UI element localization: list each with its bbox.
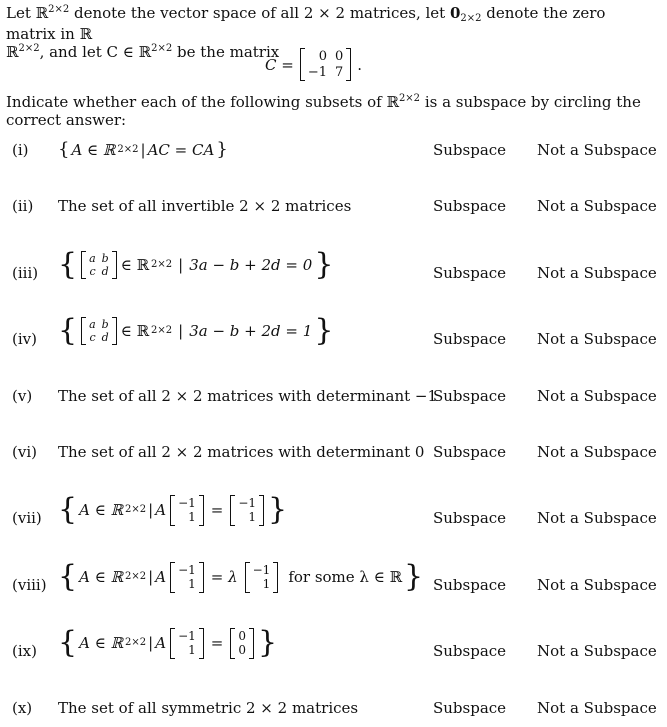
brace-right: }	[216, 139, 228, 160]
brace-right: }	[314, 247, 334, 282]
item-number: (vii)	[12, 509, 42, 527]
matrix-entry: a	[89, 251, 96, 265]
sup: 2×2	[125, 504, 147, 516]
vector-entry: −1	[238, 496, 257, 510]
vector	[170, 628, 204, 659]
intro-sup-2: 2×2	[18, 43, 40, 54]
zero-matrix-symbol: 0	[449, 4, 461, 22]
matrix-c-period: .	[357, 55, 363, 74]
instruction-sup: 2×2	[398, 93, 421, 104]
item-statement-vii	[58, 492, 288, 528]
set-prefix: A ∈ ℝ	[79, 501, 124, 520]
matrix-a: A	[155, 568, 167, 587]
brace-left: {	[58, 559, 78, 595]
option-subspace[interactable]: Subspace	[433, 197, 507, 215]
matrix-c-display	[265, 48, 362, 81]
vector-entry: 0	[238, 629, 246, 643]
matrix-c	[300, 48, 351, 81]
set-mid: ∈ ℝ	[120, 256, 150, 274]
matrix-c-label: C =	[265, 55, 294, 74]
matrix-entry: d	[101, 331, 109, 344]
commute-condition: AC = CA	[147, 140, 215, 159]
matrix-c-entry: 7	[335, 64, 344, 80]
item-number: (viii)	[12, 576, 47, 594]
sup: 2×2	[151, 325, 173, 336]
item-statement-iv	[58, 313, 334, 348]
item-number: (iv)	[12, 330, 37, 348]
option-not-subspace[interactable]: Not a Subspace	[537, 443, 657, 461]
vector-entry: −1	[178, 563, 196, 577]
vector-entry: 0	[238, 643, 246, 658]
option-not-subspace[interactable]: Not a Subspace	[537, 387, 657, 405]
sup: 2×2	[117, 143, 139, 155]
set-bar: |	[178, 256, 184, 274]
option-not-subspace[interactable]: Not a Subspace	[537, 264, 657, 282]
matrix-entry: c	[89, 265, 96, 278]
option-subspace[interactable]: Subspace	[433, 387, 507, 405]
intro-paragraph: Let ℝ$^{2\times 2}$ denote the vector space of all 2 × 2 matrices, let $0_{2\times 2}$ denote the zero matrix in ℝ ℝ$^{2\times 2}$, and let C ∈ ℝ$^{2\times 2}$ be the matrix	[6, 4, 606, 61]
vector-entry: 1	[188, 643, 196, 658]
set-prefix: A ∈ ℝ	[79, 634, 124, 653]
brace-right: }	[404, 559, 424, 595]
item-number: (v)	[12, 387, 33, 405]
matrix-c-entry: 0	[335, 49, 344, 64]
brace-right: }	[314, 313, 334, 348]
brace-left: {	[58, 492, 78, 528]
set-mid: ∈ ℝ	[120, 322, 150, 340]
equals: =	[210, 501, 224, 520]
item-statement-v: The set of all 2 × 2 matrices with determinant −1	[58, 387, 438, 405]
intro-sup-1: 2×2	[48, 4, 70, 15]
vector	[230, 495, 264, 526]
vector-entry: −1	[178, 629, 196, 643]
option-not-subspace[interactable]: Not a Subspace	[537, 576, 657, 594]
vector-entry: −1	[178, 496, 196, 510]
set-prefix: A ∈ ℝ	[79, 568, 124, 587]
item-number: (ii)	[12, 197, 34, 215]
matrix-c-entry: 0	[318, 49, 327, 64]
vector	[245, 562, 279, 593]
brace-right: }	[268, 492, 288, 528]
intro-text-1: Let ℝ	[6, 4, 49, 22]
item-statement-x: The set of all symmetric 2 × 2 matrices	[58, 699, 359, 717]
option-subspace[interactable]: Subspace	[433, 576, 507, 594]
item-statement-iii	[58, 247, 334, 282]
brace-right: }	[257, 625, 278, 661]
set-bar: |	[148, 568, 154, 587]
matrix-abcd	[81, 317, 117, 345]
sup: 2×2	[125, 637, 147, 649]
instruction-part-a: Indicate whether each of the following subsets of ℝ	[6, 93, 399, 111]
set-bar: |	[140, 140, 146, 159]
linear-condition: 3a − b + 2d = 0	[189, 256, 313, 274]
item-statement-ii: The set of all invertible 2 × 2 matrices	[58, 197, 352, 215]
option-subspace[interactable]: Subspace	[433, 642, 507, 660]
vector-entry: 1	[188, 577, 196, 592]
set-bar: |	[148, 634, 154, 653]
brace-left: {	[58, 139, 70, 160]
set-prefix: A ∈ ℝ	[71, 140, 116, 159]
option-subspace[interactable]: Subspace	[433, 443, 507, 461]
matrix-entry: b	[101, 251, 109, 265]
instruction-part-b: is a subspace by circling the correct answer:	[6, 93, 641, 129]
option-subspace[interactable]: Subspace	[433, 509, 507, 527]
item-number: (x)	[12, 699, 33, 717]
item-statement-ix	[58, 625, 278, 661]
item-number: (iii)	[12, 264, 39, 282]
brace-left: {	[58, 247, 78, 282]
item-statement-viii	[58, 559, 424, 595]
option-subspace[interactable]: Subspace	[433, 141, 507, 159]
item-statement-vi: The set of all 2 × 2 matrices with determinant 0	[58, 443, 425, 461]
vector-entry: 1	[262, 577, 271, 592]
option-subspace[interactable]: Subspace	[433, 699, 507, 717]
intro-text-4: , and let C ∈ ℝ	[39, 43, 152, 61]
option-not-subspace[interactable]: Not a Subspace	[537, 699, 657, 717]
option-not-subspace[interactable]: Not a Subspace	[537, 141, 657, 159]
intro-sup-3: 2×2	[151, 43, 173, 54]
matrix-entry: d	[101, 265, 109, 278]
zero-matrix-sub: 2×2	[460, 13, 482, 24]
intro-text-2: denote the vector space of all 2 × 2 matrices, let	[69, 4, 450, 22]
intro-text-3: denote the zero matrix in ℝ	[6, 4, 606, 43]
option-not-subspace[interactable]: Not a Subspace	[537, 509, 657, 527]
option-subspace[interactable]: Subspace	[433, 330, 507, 348]
vector-entry: 1	[188, 510, 196, 525]
option-not-subspace[interactable]: Not a Subspace	[537, 642, 657, 660]
matrix-abcd	[81, 251, 117, 279]
matrix-entry: b	[101, 317, 109, 331]
quantifier: for some λ ∈ ℝ	[288, 568, 403, 587]
sup: 2×2	[151, 259, 173, 270]
item-number: (vi)	[12, 443, 37, 461]
vector-entry: −1	[252, 563, 271, 577]
matrix-entry: a	[89, 317, 96, 331]
brace-left: {	[58, 625, 78, 661]
equals: =	[210, 634, 224, 653]
vector	[170, 495, 204, 526]
item-number: (ix)	[12, 642, 37, 660]
affine-condition: 3a − b + 2d = 1	[189, 322, 313, 340]
matrix-entry: c	[89, 331, 96, 344]
zero-vector	[230, 628, 254, 659]
option-not-subspace[interactable]: Not a Subspace	[537, 197, 657, 215]
brace-left: {	[58, 313, 78, 348]
instruction-text	[6, 93, 656, 129]
option-not-subspace[interactable]: Not a Subspace	[537, 330, 657, 348]
set-bar: |	[178, 322, 184, 340]
matrix-c-entry: −1	[307, 64, 327, 80]
intro-text-5: be the matrix	[172, 43, 280, 61]
vector	[170, 562, 204, 593]
set-bar: |	[148, 501, 154, 520]
item-number: (i)	[12, 141, 29, 159]
matrix-a: A	[155, 501, 167, 520]
sup: 2×2	[125, 571, 147, 583]
equals-lambda: = λ	[210, 568, 238, 587]
item-statement-i	[58, 139, 228, 161]
matrix-a: A	[155, 634, 167, 653]
vector-entry: 1	[248, 510, 257, 525]
option-subspace[interactable]: Subspace	[433, 264, 507, 282]
